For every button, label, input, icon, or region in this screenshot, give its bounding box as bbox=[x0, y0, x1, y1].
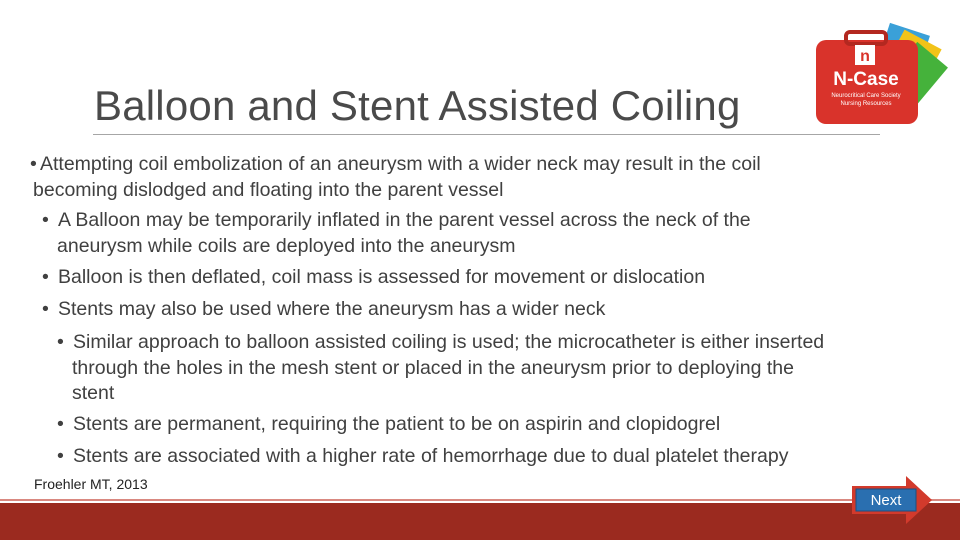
footer-accent-line bbox=[0, 499, 960, 501]
bullet-text: A Balloon may be temporarily inflated in the parent vessel across the neck of the bbox=[58, 209, 751, 231]
bullet-marker: • bbox=[57, 331, 64, 353]
title-divider bbox=[93, 134, 880, 135]
logo-tagline-1: Neurocritical Care Society bbox=[831, 93, 901, 99]
bullet-text: through the holes in the mesh stent or placed in the aneurysm prior to deploying the bbox=[72, 356, 794, 379]
reference-citation: Froehler MT, 2013 bbox=[34, 476, 148, 492]
bullet-text: Balloon is then deflated, coil mass is assessed for movement or dislocation bbox=[58, 266, 706, 288]
bullet-text: Stents are permanent, requiring the patient to be on aspirin and clopidogrel bbox=[73, 413, 721, 435]
bullet-marker: • bbox=[30, 153, 37, 175]
logo-name: N-Case bbox=[833, 69, 899, 90]
bullet-text: Similar approach to balloon assisted coiling is used; the microcatheter is either inserted bbox=[73, 331, 825, 353]
logo-tagline-2: Nursing Resources bbox=[840, 101, 892, 107]
logo-case-handle bbox=[846, 32, 886, 44]
bullet-marker: • bbox=[42, 209, 49, 231]
bullet-marker: • bbox=[57, 413, 64, 435]
bullet-marker: • bbox=[42, 266, 49, 288]
bullet-text: Attempting coil embolization of an aneurysm with a wider neck may result in the coil bbox=[40, 153, 761, 175]
bullet-text: becoming dislodged and floating into the parent vessel bbox=[33, 178, 504, 201]
bullet-text: Stents are associated with a higher rate of hemorrhage due to dual platelet therapy bbox=[73, 445, 789, 467]
bullet-marker: • bbox=[57, 445, 64, 467]
slide-title: Balloon and Stent Assisted Coiling bbox=[94, 82, 741, 129]
footer-bar bbox=[0, 503, 960, 540]
next-button[interactable] bbox=[852, 476, 934, 524]
next-button-label: Next bbox=[870, 492, 902, 509]
n-case-logo bbox=[808, 22, 948, 132]
bullet-marker: • bbox=[42, 298, 49, 320]
bullet-text: stent bbox=[72, 382, 115, 404]
logo-icon-letter: n bbox=[860, 48, 870, 65]
bullet-text: aneurysm while coils are deployed into the aneurysm bbox=[57, 234, 516, 257]
bullet-text: Stents may also be used where the aneurysm has a wider neck bbox=[58, 298, 606, 320]
